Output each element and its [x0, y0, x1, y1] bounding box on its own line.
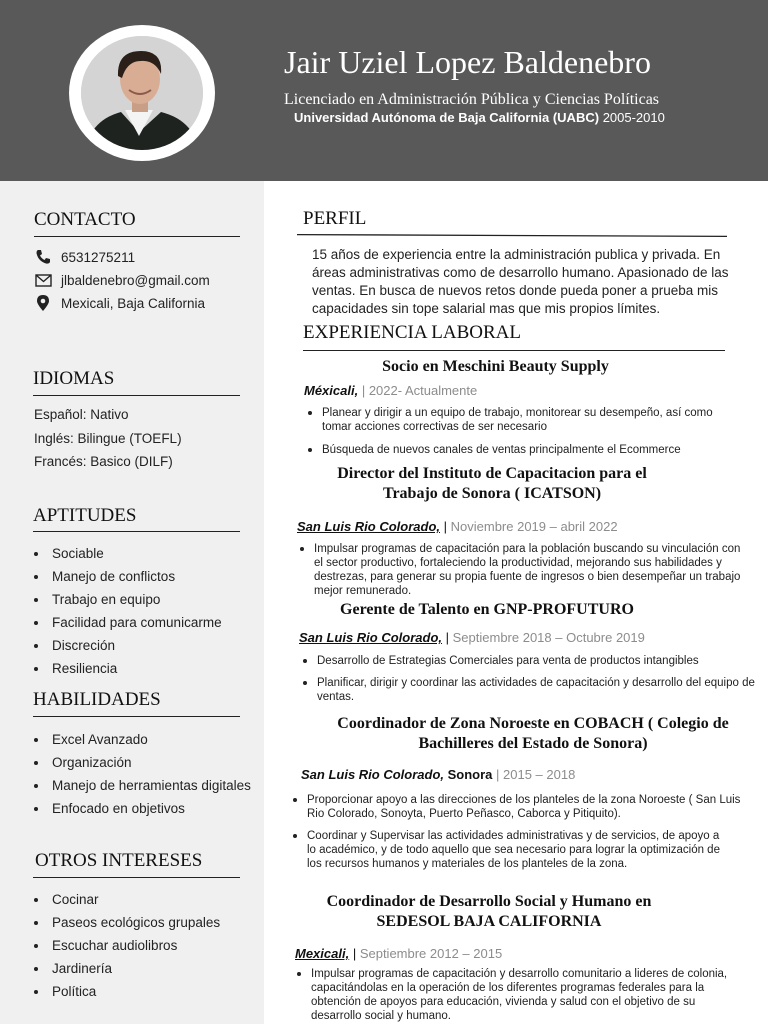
job-bullet: Impulsar programas de capacitación para la población buscando su vinculación con el sector productivo, fortaleciendo la productividad, mejorando sus habilidades y destrezas, para generar su propia fuente de ingresos o bien desempeñar un trabajo mejor remunerado.: [298, 542, 748, 598]
skills-divider: [33, 716, 240, 717]
aptitudes-divider: [33, 531, 240, 532]
job-title: Socio en Meschini Beauty Supply: [382, 358, 609, 375]
job-bullet: Coordinar y Supervisar las actividades administrativas y de servicios, de apoyo a lo académico, y de todo aquello que sea necesario para lograr la optimización de los recursos humanos y materiales de los planteles de la zona.: [291, 829, 731, 871]
degree: Licenciado en Administración Pública y Ciencias Políticas: [284, 91, 660, 108]
skill-item: Excel Avanzado: [34, 731, 251, 754]
candidate-name: Jair Uziel Lopez Baldenebro: [284, 44, 651, 80]
job-location: Méxicali,: [304, 383, 359, 398]
interests-divider: [33, 877, 240, 878]
job-location: San Luis Rio Colorado,: [297, 519, 441, 534]
interest-item: Jardinería: [34, 960, 220, 983]
job-meta: [304, 383, 477, 398]
aptitude-item: Trabajo en equipo: [34, 591, 222, 614]
languages-title: IDIOMAS: [33, 368, 115, 389]
languages-list: [34, 406, 182, 477]
job-title: Coordinador de Desarrollo Social y Humano en SEDESOL BAJA CALIFORNIA: [326, 893, 652, 930]
contact-title: CONTACTO: [34, 209, 136, 230]
job-bullet: Desarrollo de Estrategias Comerciales para venta de productos intangibles: [301, 654, 756, 668]
job-location: Mexicali,: [295, 946, 350, 961]
skills-title: HABILIDADES: [33, 689, 161, 710]
university-name: Universidad Autónoma de Baja California (UABC): [294, 110, 600, 125]
envelope-icon: [34, 272, 52, 288]
job-meta: [295, 946, 502, 961]
skill-item: Manejo de herramientas digitales: [34, 777, 251, 800]
job-meta: [297, 519, 618, 534]
job-title: Director del Instituto de Capacitacion para el Trabajo de Sonora ( ICATSON): [337, 465, 647, 502]
job-date: Septiembre 2012 – 2015: [359, 946, 503, 961]
language-item: Inglés: Bilingue (TOEFL): [34, 430, 182, 446]
skill-item: Enfocado en objetivos: [34, 800, 251, 823]
location-text: Mexicali, Baja California: [61, 295, 206, 311]
languages-divider: [33, 395, 240, 396]
aptitudes-title: APTITUDES: [33, 505, 137, 526]
aptitude-item: Discreción: [34, 637, 222, 660]
job-state: Sonora: [444, 767, 493, 782]
language-item: Español: Nativo: [34, 407, 129, 422]
job-bullet: Planificar, dirigir y coordinar las actividades de capacitación y desarrollo del equipo de ventas.: [301, 676, 756, 704]
contact-location: [34, 294, 205, 312]
job-meta: [299, 630, 645, 645]
profile-text: 15 años de experiencia entre la administración publica y privada. En áreas administrativas como de desarrollo humano. Apasionado de las ventas. En busca de nuevos retos donde pueda poner a prueba mis capacidades sin tope salarial mas que mis propios límites.: [312, 247, 729, 316]
contact-email: [34, 271, 210, 289]
email-address[interactable]: jlbaldenebro@gmail.com: [61, 272, 210, 288]
job-separator: |: [349, 946, 360, 961]
job-date: | 2022- Actualmente: [361, 383, 478, 398]
interest-item: Política: [34, 983, 220, 1006]
job-title: Coordinador de Zona Noroeste en COBACH ( Colegio de Bachilleres del Estado de Sonora): [337, 715, 729, 752]
experience-title: EXPERIENCIA LABORAL: [303, 322, 521, 343]
job-date: Septiembre 2018 – Octubre 2019: [452, 630, 645, 645]
contact-phone: [34, 248, 135, 266]
job-separator: |: [440, 519, 451, 534]
profile-photo: [81, 36, 203, 150]
university-line: [294, 110, 665, 125]
job-bullet: Planear y dirigir a un equipo de trabajo, monitorear su desempeño, así como tomar acciones correctivas de ser necesario: [306, 406, 736, 434]
job-bullet: Proporcionar apoyo a las direcciones de los planteles de la zona Noroeste ( San Luis Rio Colorado, Sonoyta, Puerto Peñasco, Caborca y Pitiquito).: [291, 793, 741, 821]
aptitudes-list: [34, 545, 222, 683]
location-pin-icon: [34, 295, 52, 311]
study-years: 2005-2010: [602, 110, 665, 125]
interests-list: [34, 891, 220, 1006]
aptitude-item: Sociable: [34, 545, 222, 568]
language-item: Francés: Basico (DILF): [34, 454, 173, 469]
job-date: Noviembre 2019 – abril 2022: [450, 519, 618, 534]
skills-list: [34, 731, 251, 823]
interest-item: Escuchar audiolibros: [34, 937, 220, 960]
interest-item: Cocinar: [34, 891, 220, 914]
interests-title: OTROS INTERESES: [35, 850, 203, 871]
contact-divider: [34, 236, 240, 237]
job-location: San Luis Rio Colorado,: [299, 630, 443, 645]
skill-item: Organización: [34, 754, 251, 777]
aptitude-item: Resiliencia: [34, 660, 222, 683]
job-bullet: Búsqueda de nuevos canales de ventas principalmente el Ecommerce: [306, 443, 746, 457]
job-location: San Luis Rio Colorado,: [301, 767, 445, 782]
job-separator: |: [442, 630, 453, 645]
interest-item: Paseos ecológicos grupales: [34, 914, 220, 937]
job-date: | 2015 – 2018: [492, 767, 576, 782]
job-meta: [301, 767, 575, 782]
profile-divider: [297, 233, 727, 238]
job-title: Gerente de Talento en GNP-PROFUTURO: [340, 601, 634, 618]
phone-number: 6531275211: [61, 249, 136, 265]
profile-title: PERFIL: [303, 208, 367, 229]
aptitude-item: Manejo de conflictos: [34, 568, 222, 591]
aptitude-item: Facilidad para comunicarme: [34, 614, 222, 637]
experience-divider: [303, 350, 725, 351]
phone-icon: [34, 249, 52, 265]
job-bullet: Impulsar programas de capacitación y desarrollo comunitario a lideres de colonia, capacitándolas en la operación de los diferentes programas federales para la obtención de apoyos para educación, vivienda y salud con el objetivo de su desarrollo social y humano.: [295, 967, 740, 1023]
